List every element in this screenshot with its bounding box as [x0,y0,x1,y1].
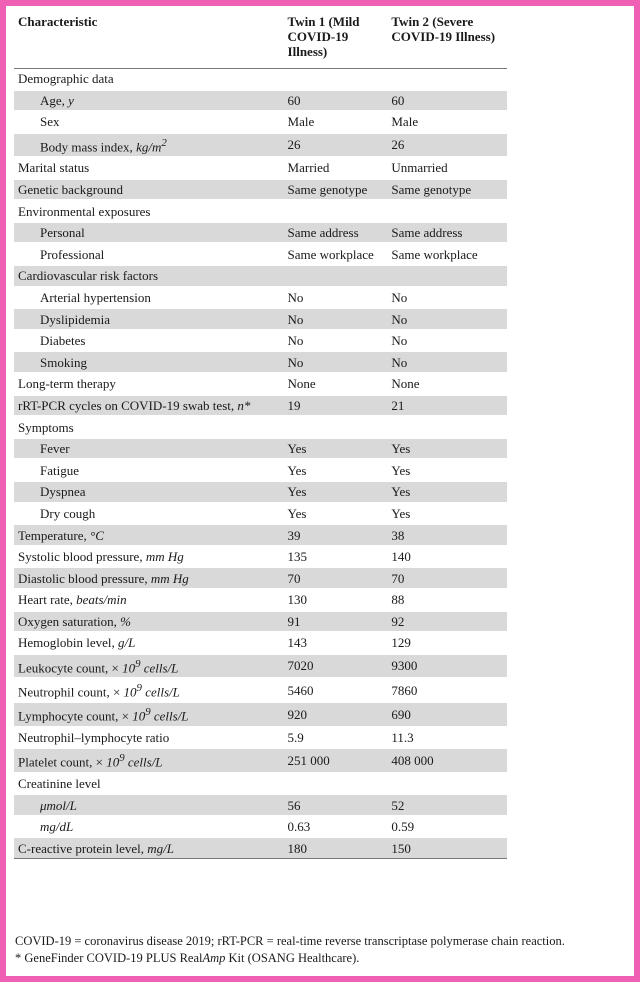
twin2-value: 88 [387,589,507,611]
table-row [14,133,507,157]
twin2-value: Yes [387,438,507,460]
table-row [14,351,507,373]
row-label: μmol/L [14,794,284,816]
row-label: Diabetes [14,330,284,352]
table-row [14,179,507,201]
twin1-value: 39 [284,524,388,546]
table-row [14,632,507,654]
row-label: Neutrophil–lymphocyte ratio [14,727,284,749]
twin1-value: No [284,351,388,373]
row-label: Temperature, °C [14,524,284,546]
twin2-value [387,773,507,795]
row-label: Diastolic blood pressure, mm Hg [14,567,284,589]
twin2-value: 0.59 [387,816,507,838]
row-label: Age, y [14,90,284,112]
table-row [14,438,507,460]
table-row [14,503,507,525]
twin2-value: 150 [387,837,507,858]
table-sheet [6,6,634,976]
abbreviations-note: COVID-19 = coronavirus disease 2019; rRT-PCR = real-time reverse transcriptase polymerase chain reaction. [15,934,565,948]
twin1-value: No [284,308,388,330]
asterisk-note: * GeneFinder COVID-19 PLUS RealAmp Kit (OSANG Healthcare). [15,951,360,965]
twin1-value: 7020 [284,654,388,678]
twin1-value [284,773,388,795]
row-label: Creatinine level [14,773,284,795]
twin2-value: Same genotype [387,179,507,201]
header-characteristic: Characteristic [14,10,284,69]
twin2-value [387,69,507,90]
table-row [14,837,507,858]
table-row [14,611,507,633]
row-label: Cardiovascular risk factors [14,265,284,287]
row-label: Symptoms [14,416,284,438]
twin1-value: 56 [284,794,388,816]
twin2-value: No [387,308,507,330]
twin2-value [387,416,507,438]
twin1-value [284,69,388,90]
twin1-value: Yes [284,481,388,503]
table-footnotes [15,931,565,967]
twin2-value: 690 [387,702,507,726]
row-label: Sex [14,111,284,133]
twin1-value: 251 000 [284,748,388,772]
row-label: Hemoglobin level, g/L [14,632,284,654]
row-label: Environmental exposures [14,200,284,222]
twin1-value [284,200,388,222]
row-label: Dyslipidemia [14,308,284,330]
twin2-value: 140 [387,546,507,568]
twin2-value: No [387,330,507,352]
twin2-value: 129 [387,632,507,654]
row-label: Leukocyte count, × $10^9$ cells/L [14,654,284,678]
row-label: Professional [14,243,284,265]
table-row [14,395,507,417]
twin1-value: 26 [284,133,388,157]
table-row [14,373,507,395]
row-label: Dry cough [14,503,284,525]
twin1-value: 130 [284,589,388,611]
table-row [14,287,507,309]
table-row [14,816,507,838]
twin2-value: None [387,373,507,395]
characteristics-table [14,10,507,859]
twin1-value: 5460 [284,678,388,702]
table-row [14,567,507,589]
row-label: Body mass index, $kg/m^2$ [14,133,284,157]
twin1-value: 135 [284,546,388,568]
twin1-value: 5.9 [284,727,388,749]
table-row [14,243,507,265]
row-label: mg/dL [14,816,284,838]
row-label: C-reactive protein level, mg/L [14,837,284,858]
row-label: Long-term therapy [14,373,284,395]
twin1-value: Yes [284,503,388,525]
twin1-value: 91 [284,611,388,633]
table-row [14,308,507,330]
header-twin1: Twin 1 (Mild COVID-19 Illness) [284,10,388,69]
twin1-value: Male [284,111,388,133]
twin1-value [284,416,388,438]
row-label: Smoking [14,351,284,373]
row-label: Heart rate, beats/min [14,589,284,611]
table-row [14,111,507,133]
twin2-value: 26 [387,133,507,157]
twin2-value: Same workplace [387,243,507,265]
row-label: Demographic data [14,69,284,90]
table-row [14,589,507,611]
twin1-value: 60 [284,90,388,112]
twin2-value: Same address [387,222,507,244]
table-row [14,794,507,816]
twin1-value: Same workplace [284,243,388,265]
row-label: Oxygen saturation, % [14,611,284,633]
table-row [14,678,507,702]
table-row [14,69,507,90]
header-twin2: Twin 2 (Severe COVID-19 Illness) [387,10,507,69]
twin2-value: 9300 [387,654,507,678]
twin2-value: Yes [387,481,507,503]
twin1-value: 0.63 [284,816,388,838]
table-row [14,330,507,352]
table-row [14,416,507,438]
twin1-value: Same address [284,222,388,244]
row-label: Systolic blood pressure, mm Hg [14,546,284,568]
table-row [14,222,507,244]
row-label: Neutrophil count, × $10^9$ cells/L [14,678,284,702]
twin1-value: No [284,330,388,352]
twin2-value: No [387,287,507,309]
twin1-value: 143 [284,632,388,654]
twin2-value: Male [387,111,507,133]
table-row [14,546,507,568]
table-row [14,727,507,749]
twin1-value: 180 [284,837,388,858]
table-row [14,748,507,772]
row-label: rRT-PCR cycles on COVID-19 swab test, n* [14,395,284,417]
row-label: Marital status [14,157,284,179]
table-row [14,459,507,481]
row-label: Genetic background [14,179,284,201]
table-header-row [14,10,507,69]
twin1-value: Yes [284,459,388,481]
row-label: Fatigue [14,459,284,481]
twin1-value: None [284,373,388,395]
twin2-value: 38 [387,524,507,546]
twin2-value: 60 [387,90,507,112]
twin1-value: 70 [284,567,388,589]
row-label: Arterial hypertension [14,287,284,309]
twin1-value: Yes [284,438,388,460]
twin1-value: 920 [284,702,388,726]
row-label: Platelet count, × $10^9$ cells/L [14,748,284,772]
row-label: Fever [14,438,284,460]
table-row [14,265,507,287]
twin2-value: No [387,351,507,373]
twin2-value [387,200,507,222]
twin2-value: 70 [387,567,507,589]
table-row [14,157,507,179]
twin2-value: Yes [387,459,507,481]
twin1-value: No [284,287,388,309]
twin2-value: 92 [387,611,507,633]
table-row [14,654,507,678]
twin2-value: 11.3 [387,727,507,749]
twin1-value: Same genotype [284,179,388,201]
twin2-value: 7860 [387,678,507,702]
twin1-value: 19 [284,395,388,417]
twin2-value: 21 [387,395,507,417]
row-label: Lymphocyte count, × $10^9$ cells/L [14,702,284,726]
table-row [14,524,507,546]
table-row [14,702,507,726]
twin1-value: Married [284,157,388,179]
table-row [14,481,507,503]
twin2-value: 52 [387,794,507,816]
twin2-value: Yes [387,503,507,525]
table-row [14,200,507,222]
twin2-value [387,265,507,287]
twin2-value: 408 000 [387,748,507,772]
twin1-value [284,265,388,287]
twin2-value: Unmarried [387,157,507,179]
row-label: Personal [14,222,284,244]
table-row [14,90,507,112]
row-label: Dyspnea [14,481,284,503]
table-row [14,773,507,795]
